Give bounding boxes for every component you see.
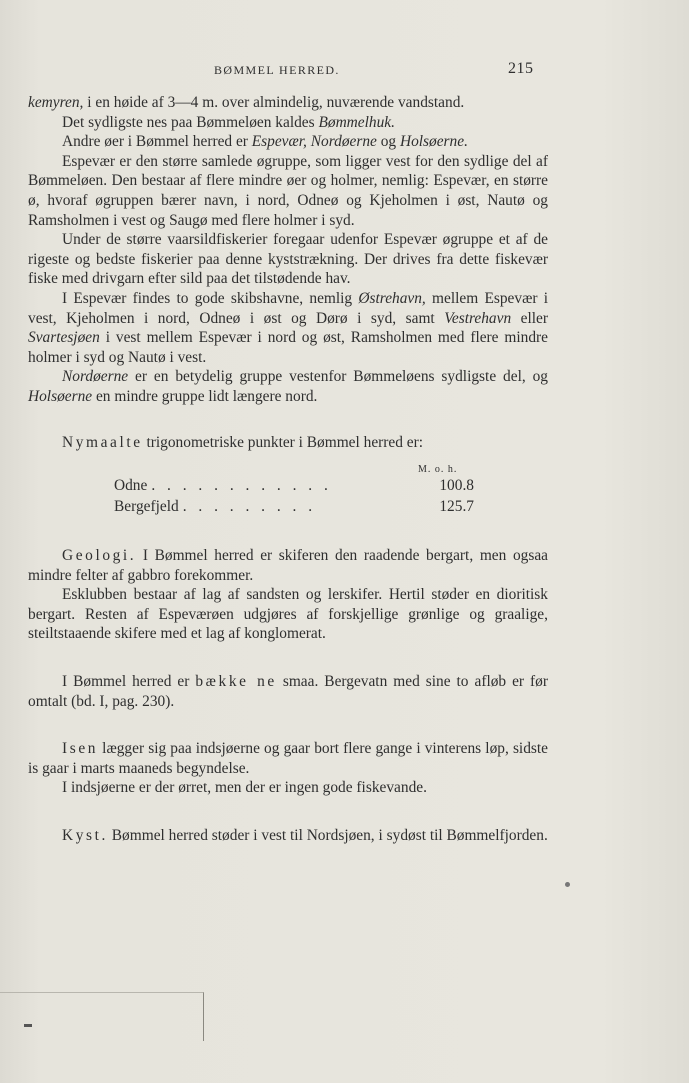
running-title: BØMMEL HERRED. xyxy=(214,63,340,77)
place-name: Espevær, Nordøerne xyxy=(251,133,377,151)
spaced-heading: Nymaalte xyxy=(62,433,143,451)
paragraph-text: trigonometriske punkter i Bømmel herred er: xyxy=(142,433,424,451)
place-name: Vestrehavn xyxy=(444,309,512,327)
paragraph-skibshavne xyxy=(28,289,548,367)
paragraph-text: I Bømmel herred er skiferen den raadende bergart, men ogsaa mindre felter af gabbro forekommer. xyxy=(28,547,548,584)
paragraph-text: en mindre gruppe lidt længere nord. xyxy=(92,387,318,405)
paragraph-fiskevande: I indsjøerne er der ørret, men der er ingen gode fiskevande. xyxy=(62,779,427,797)
margin-mark xyxy=(24,1024,32,1027)
paragraph-baekkene xyxy=(28,672,548,711)
trig-table xyxy=(28,460,548,524)
paragraph-text: er en betydelig gruppe vestenfor Bømmeløens sydligste del, og xyxy=(128,368,548,386)
place-name: Holsøerne xyxy=(28,387,93,405)
paragraph-isen xyxy=(28,739,548,778)
paragraph-esklubben: Esklubben bestaar af lag af sandsten og lerskifer. Hertil støder en dioritisk bergart. Resten af Espeværøen udgjøres af forskjellige grønlige og graalige, steiltstaaende skifere med et lag af konglomerat. xyxy=(28,586,548,643)
leader-dots: . . . . . . . . . . . . xyxy=(151,477,332,495)
place-name: Svartesjøen xyxy=(28,329,100,347)
table-row xyxy=(114,497,474,517)
place-name: kemyren, xyxy=(28,94,84,111)
place-name: Holsøerne. xyxy=(399,133,468,151)
paragraph-vaarsildfiskerier: Under de større vaarsildfiskerier foregaar udenfor Espevær øgruppe et af de rigeste og bedste fiskerier paa denne kyststrækning. Der drives fra dette fiskevær fiske med drivgarn efter sild paa det tilstødende hav. xyxy=(28,231,548,288)
point-name: Odne xyxy=(114,477,148,495)
paragraph-kemyren xyxy=(28,93,548,113)
paragraph-text: og xyxy=(376,133,400,151)
trig-heading xyxy=(28,433,548,453)
paragraph-kyst xyxy=(28,826,548,846)
paragraph-bommelhuk xyxy=(28,113,548,133)
paragraph-nordoerne xyxy=(28,367,548,406)
elevation-value: 125.7 xyxy=(439,498,474,516)
unit-header: M. o. h. xyxy=(418,464,458,476)
page-number: 215 xyxy=(508,60,534,77)
section-head: Kyst. xyxy=(62,827,108,845)
paragraph-text: i vest mellem Espevær i nord og øst, Ramsholmen med flere mindre holmer i syd og Nautø i vest. xyxy=(28,329,548,366)
paragraph-text: i en høide af 3—4 m. over almindelig, nuværende vandstand. xyxy=(83,94,465,111)
table-row xyxy=(114,476,474,496)
ink-speck xyxy=(565,882,570,887)
paragraph-text: mellem Espevær i vest, Kjeholmen i nord, Odneø i øst og Dørø i syd, samt xyxy=(28,289,548,327)
paragraph-text: eller xyxy=(511,309,548,327)
running-head xyxy=(0,60,689,82)
paragraph-text: Andre øer i Bømmel herred er xyxy=(62,133,252,151)
paragraph-text: I Espevær findes to gode skibshavne, nemlig xyxy=(62,289,359,307)
place-name: Nordøerne xyxy=(62,368,129,386)
paragraph-text: smaa. Bergevatn med sine to afløb er før omtalt (bd. I, pag. 230). xyxy=(28,673,548,710)
body-text xyxy=(28,93,548,846)
paragraph-text: Bømmel herred støder i vest til Nordsjøen, i sydøst til Bømmelfjorden. xyxy=(107,827,548,845)
paragraph-text: I Bømmel herred er xyxy=(62,673,196,691)
spaced-term: bække ne xyxy=(195,673,277,691)
elevation-value: 100.8 xyxy=(439,477,474,495)
paragraph-text: Det sydligste nes paa Bømmeløen kaldes xyxy=(62,113,319,131)
paragraph-text: lægger sig paa indsjøerne og gaar bort flere gange i vinterens løp, sidste is gaar i marts maaneds begyndelse. xyxy=(28,740,548,777)
place-name: Bømmelhuk. xyxy=(318,113,395,131)
point-name: Bergefjeld xyxy=(114,498,179,516)
place-name: Østrehavn, xyxy=(358,289,426,307)
paragraph-geologi xyxy=(28,546,548,585)
leader-dots: . . . . . . . . . xyxy=(182,498,317,516)
section-head: Geologi. xyxy=(62,547,137,565)
section-head: Isen xyxy=(62,740,99,758)
paragraph-espevaer: Espevær er den større samlede øgruppe, som ligger vest for den sydlige del af Bømmeløen. Den bestaar af flere mindre øer og holmer, nemlig: Espevær, en større ø, hvoraf øgruppen bærer navn, i nord, Odneø og Kjeholmen i øst, Nautø og Ramsholmen i vest og Saugø med flere holmer i syd. xyxy=(28,152,548,229)
scan-edge-box xyxy=(0,992,204,1041)
paragraph-andre-oer xyxy=(28,132,548,152)
